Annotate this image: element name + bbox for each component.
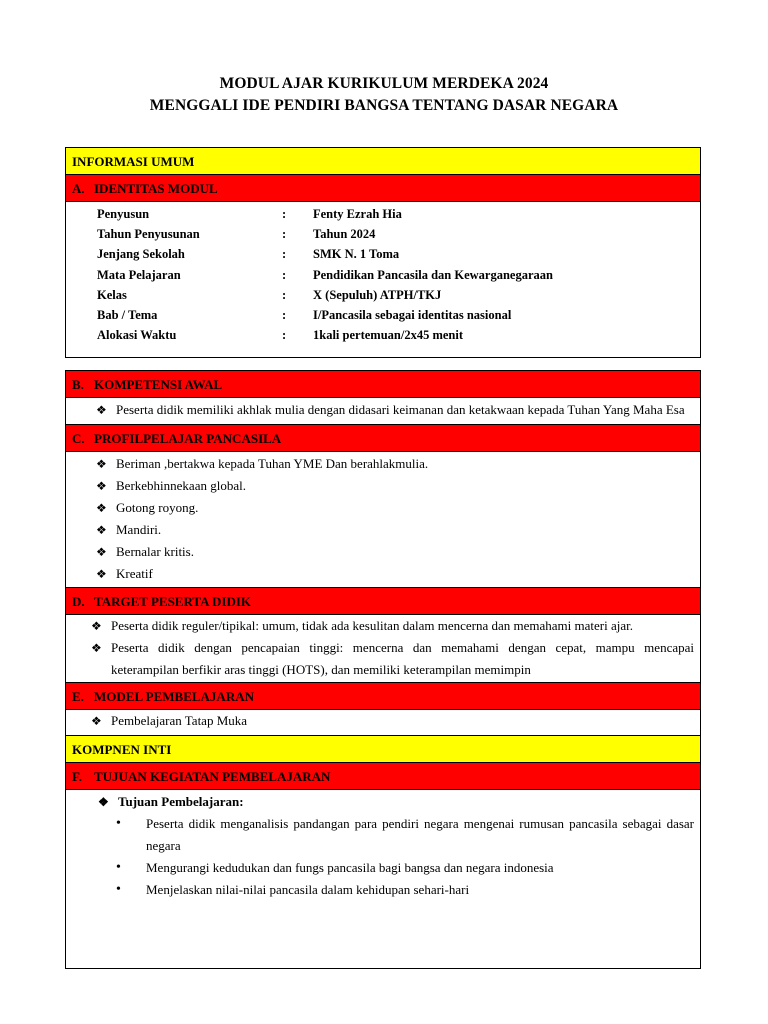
identitas-value: Fenty Ezrah Hia — [313, 207, 402, 221]
diamond-bullet-icon: ❖ — [96, 501, 107, 515]
list-item — [91, 615, 694, 637]
list-item-text: Peserta didik memiliki akhlak mulia dengan didasari keimanan dan ketakwaan kepada Tuhan Yang Maha Esa — [116, 402, 685, 417]
identitas-key: Penyusun — [97, 207, 150, 221]
identitas-row — [66, 325, 700, 345]
diamond-bullet-icon: ❖ — [96, 545, 107, 559]
identitas-frame — [65, 147, 701, 358]
diamond-bullet-icon: ❖ — [96, 457, 107, 471]
diamond-bullet-icon: ❖ — [98, 795, 109, 809]
list-item-text: Peserta didik reguler/tipikal: umum, tidak ada kesulitan dalam mencerna dan memahami materi ajar. — [111, 618, 633, 633]
identitas-colon: : — [282, 247, 287, 262]
section-e-heading: MODEL PEMBELAJARAN — [94, 689, 254, 704]
section-e-bar — [66, 683, 700, 710]
list-item-text: Peserta didik menganalisis pandangan para pendiri negara mengenai rumusan pancasila sebagai dasar negara — [146, 816, 694, 853]
list-item-text: Pembelajaran Tatap Muka — [111, 713, 248, 728]
identitas-key: Tahun Penyusunan — [97, 227, 200, 242]
section-f-bar — [66, 763, 700, 790]
identitas-key: Mata Pelajaran — [97, 267, 181, 282]
list-item-text: Menjelaskan nilai-nilai pancasila dalam kehidupan sehari-hari — [146, 882, 470, 897]
section-f-body — [66, 790, 700, 901]
identitas-table — [66, 202, 700, 351]
list-item — [96, 497, 694, 519]
dot-bullet-icon: • — [116, 816, 121, 831]
section-d-heading: TARGET PESERTA DIDIK — [94, 594, 252, 609]
diamond-bullet-icon: ❖ — [91, 619, 102, 633]
identitas-value: 1kali pertemuan/2x45 menit — [313, 328, 463, 343]
identitas-value: X (Sepuluh) ATPH/TKJ — [313, 287, 442, 302]
diamond-bullet-icon: ❖ — [96, 403, 107, 417]
section-b-letter: B. — [72, 377, 84, 392]
doc-title-line2: MENGGALI IDE PENDIRI BANGSA TENTANG DASAR NEGARA — [149, 97, 619, 114]
identitas-colon: : — [282, 287, 287, 302]
section-a-bar — [66, 175, 700, 202]
section-d-body — [66, 615, 700, 683]
list-item — [116, 813, 694, 857]
section-c-bar — [66, 425, 700, 452]
section-f-letter: F. — [72, 769, 82, 784]
identitas-colon: : — [282, 227, 287, 242]
section-e-letter: E. — [72, 689, 84, 704]
informasi-umum-heading: INFORMASI UMUM — [72, 154, 195, 169]
list-item-text: Mandiri. — [116, 522, 162, 537]
list-item — [96, 399, 694, 421]
section-f-subheading: Tujuan Pembelajaran: — [118, 794, 244, 809]
list-item-text: Beriman ,bertakwa kepada Tuhan YME Dan berahlakmulia. — [116, 456, 429, 471]
identitas-value: I/Pancasila sebagai identitas nasional — [313, 307, 512, 322]
section-d-bar — [66, 588, 700, 615]
list-item — [91, 637, 694, 681]
identitas-key: Alokasi Waktu — [97, 328, 177, 343]
identitas-value: SMK N. 1 Toma — [313, 247, 400, 262]
identitas-key: Jenjang Sekolah — [97, 247, 185, 262]
section-c-body — [66, 452, 700, 588]
diamond-bullet-icon: ❖ — [96, 479, 107, 493]
section-d-letter: D. — [72, 594, 85, 609]
komponen-inti-bar — [66, 736, 700, 763]
diamond-bullet-icon: ❖ — [96, 567, 107, 581]
identitas-row — [66, 265, 700, 285]
section-a-letter: A. — [72, 181, 85, 196]
diamond-bullet-icon: ❖ — [91, 714, 102, 728]
list-item-text: Kreatif — [116, 566, 153, 581]
dot-bullet-icon: • — [116, 860, 121, 875]
section-f-list — [98, 813, 694, 901]
list-item — [96, 541, 694, 563]
identitas-row — [66, 285, 700, 305]
dot-bullet-icon: • — [116, 882, 121, 897]
diamond-bullet-icon: ❖ — [96, 523, 107, 537]
list-item — [116, 857, 694, 879]
identitas-colon: : — [282, 207, 287, 221]
section-f-heading: TUJUAN KEGIATAN PEMBELAJARAN — [94, 769, 331, 784]
identitas-colon: : — [282, 267, 287, 282]
section-a-heading: IDENTITAS MODUL — [94, 181, 218, 196]
diamond-bullet-icon: ❖ — [91, 641, 102, 655]
identitas-value: Tahun 2024 — [313, 227, 376, 242]
section-e-body — [66, 710, 700, 736]
section-c-letter: C. — [72, 431, 85, 446]
list-item — [96, 453, 694, 475]
identitas-colon: : — [282, 307, 287, 322]
list-item-text: Gotong royong. — [116, 500, 199, 515]
list-item-text: Peserta didik dengan pencapaian tinggi: mencerna dan memahami dengan cepat, mampu mencapai keterampilan berfikir aras tinggi (HOTS), dan memiliki keterampilan memimpin — [111, 640, 694, 677]
content-frame — [65, 370, 701, 969]
identitas-colon: : — [282, 328, 287, 343]
identitas-row — [66, 204, 700, 224]
section-b-body — [66, 398, 700, 425]
list-item — [96, 563, 694, 585]
identitas-key: Bab / Tema — [97, 307, 158, 322]
identitas-value: Pendidikan Pancasila dan Kewarganegaraan — [313, 267, 553, 282]
list-item-text: Berkebhinnekaan global. — [116, 478, 246, 493]
list-item — [96, 475, 694, 497]
doc-title-line1: MODUL AJAR KURIKULUM MERDEKA 2024 — [219, 75, 549, 92]
identitas-row — [66, 305, 700, 325]
komponen-inti-heading: KOMPNEN INTI — [72, 742, 172, 757]
identitas-key: Kelas — [97, 287, 127, 302]
informasi-umum-bar — [66, 148, 700, 175]
list-item — [96, 519, 694, 541]
list-item — [98, 791, 694, 813]
section-b-bar — [66, 371, 700, 398]
identitas-row — [66, 244, 700, 264]
list-item — [116, 879, 694, 901]
list-item-text: Bernalar kritis. — [116, 544, 194, 559]
section-c-heading: PROFILPELAJAR PANCASILA — [94, 431, 282, 446]
list-item-text: Mengurangi kedudukan dan fungs pancasila bagi bangsa dan negara indonesia — [146, 860, 554, 875]
list-item — [91, 710, 694, 732]
section-b-heading: KOMPETENSI AWAL — [94, 377, 223, 392]
identitas-row — [66, 224, 700, 244]
